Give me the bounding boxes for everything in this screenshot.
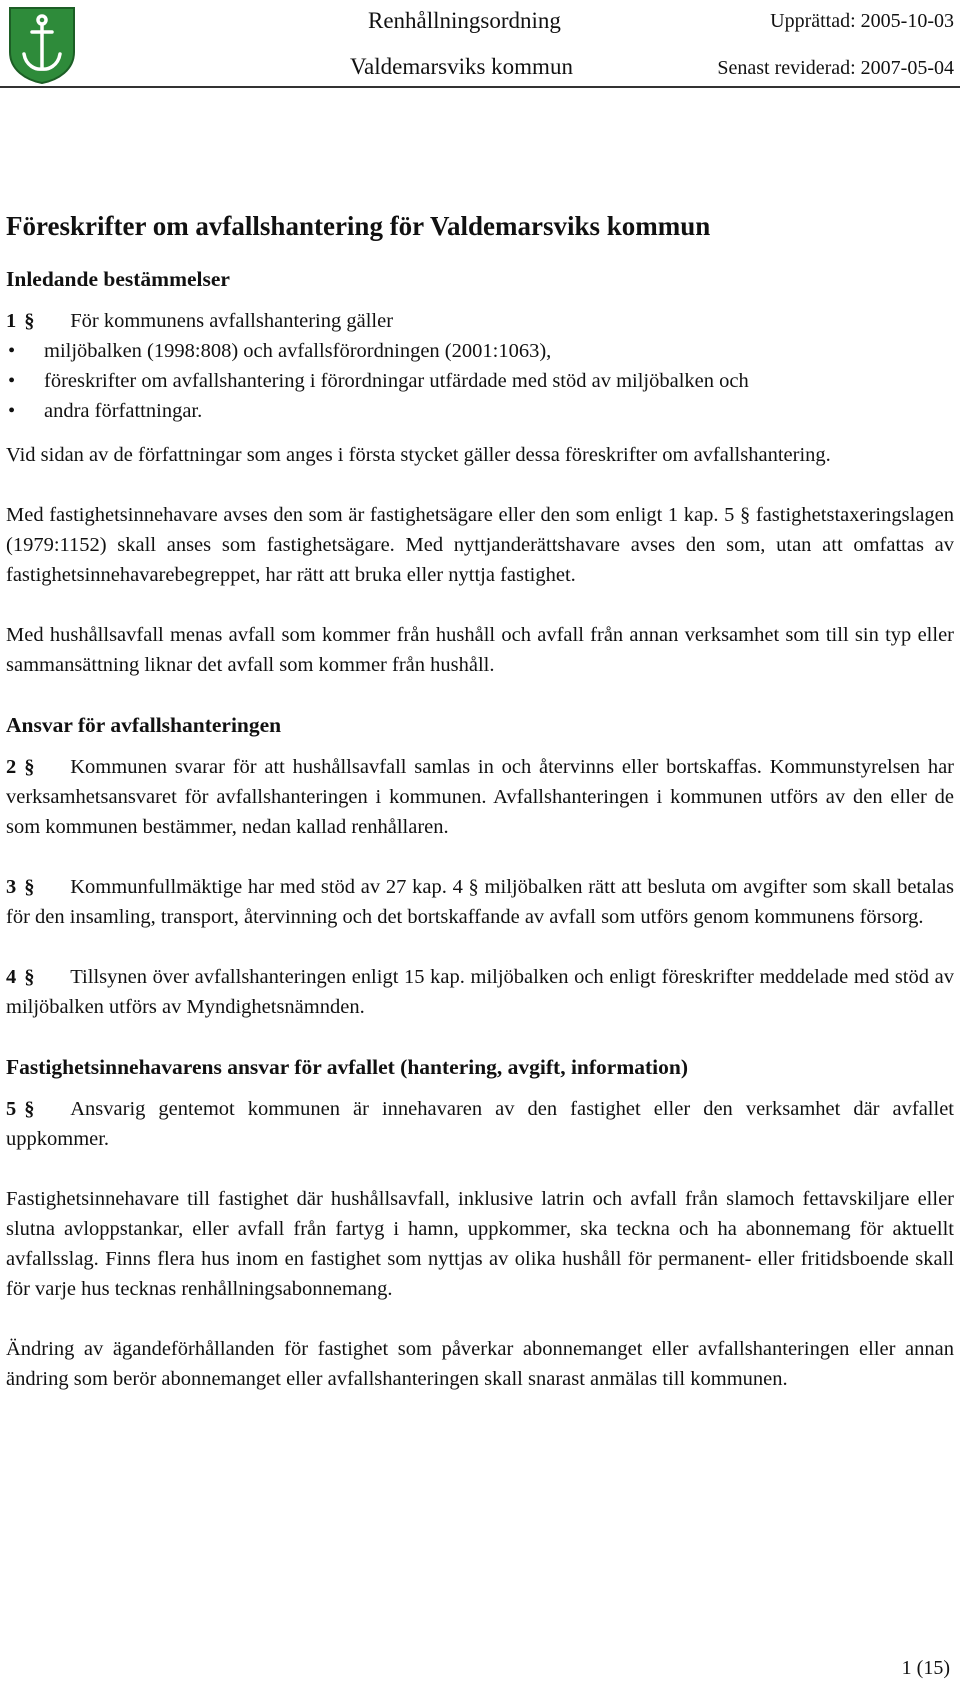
bullet-icon: •: [8, 340, 16, 362]
paragraph-text: Kommunfullmäktige har med stöd av 27 kap. 4 § miljöbalken rätt att besluta om avgifter som skall betalas för den insamling, transport, återvinning och det bortskaffande av avfall som utförs genom kommunens försorg.: [6, 876, 954, 928]
paragraph-number: 5: [6, 1098, 17, 1120]
paragraph-5: [6, 1094, 954, 1154]
section-heading-ansvar: Ansvar för avfallshanteringen: [6, 713, 282, 737]
list-item: • miljöbalken (1998:808) och avfallsförordningen (2001:1063),: [6, 336, 954, 366]
paragraph-1: [6, 306, 954, 336]
section-sign: §: [24, 876, 35, 898]
page-header: [0, 0, 960, 90]
paragraph-text: För kommunens avfallshantering gäller: [70, 310, 394, 332]
section-sign: §: [24, 310, 35, 332]
section-heading-inledande: Inledande bestämmelser: [6, 267, 230, 291]
paragraph-number: 1: [6, 310, 17, 332]
section-heading-fastighetsinnehavare: Fastighetsinnehavarens ansvar för avfallet (hantering, avgift, information): [6, 1055, 689, 1079]
paragraph-2: [6, 752, 954, 842]
list-item: • föreskrifter om avfallshantering i förordningar utfärdade med stöd av miljöbalken och: [6, 366, 954, 396]
section-sign: §: [24, 756, 35, 778]
body-paragraph: Vid sidan av de författningar som anges i första stycket gäller dessa föreskrifter om avfallshantering.: [6, 444, 831, 466]
paragraph-text: Kommunen svarar för att hushållsavfall samlas in och återvinns eller bortskaffas. Kommunstyrelsen har verksamhetsansvaret för avfallshanteringen i kommunen. Avfallshanteringen i kommunen utförs av den eller de som kommunen bestämmer, nedan kallad renhållaren.: [6, 756, 954, 838]
established-date: Upprättad: 2005-10-03: [770, 10, 954, 32]
body-paragraph: Med hushållsavfall menas avfall som kommer från hushåll och avfall från annan verksamhet som till sin typ eller sammansättning liknar det avfall som kommer från hushåll.: [6, 624, 954, 676]
municipality-name: Valdemarsviks kommun: [350, 54, 573, 79]
body-paragraph: Fastighetsinnehavare till fastighet där hushållsavfall, inklusive latrin och avfall från slamoch fettavskiljare eller slutna avloppstankar, eller avfall från fartyg i hamn, uppkommer, ska teckna och ha abonnemang för aktuellt avfallsslag. Finns flera hus inom en fastighet som nyttjas av olika hushåll för permanent- eller fritidsboende skall för varje hus tecknas renhållningsabonnemang.: [6, 1188, 954, 1300]
body-paragraph: Ändring av ägandeförhållanden för fastighet som påverkar abonnemanget eller avfallshanteringen eller annan ändring som berör abonnemanget eller avfallshanteringen skall snarast anmälas till kommunen.: [6, 1338, 954, 1390]
paragraph-text: Tillsynen över avfallshanteringen enligt 15 kap. miljöbalken och enligt föreskrifter meddelade med stöd av miljöbalken utförs av Myndighetsnämnden.: [6, 966, 954, 1018]
document-type: Renhållningsordning: [368, 8, 561, 33]
paragraph-number: 4: [6, 966, 17, 988]
section-sign: §: [24, 966, 35, 988]
bullet-list: [6, 336, 954, 426]
paragraph-number: 2: [6, 756, 17, 778]
paragraph-3: [6, 872, 954, 932]
paragraph-number: 3: [6, 876, 17, 898]
revised-date: Senast reviderad: 2007-05-04: [717, 57, 954, 79]
document-title: Föreskrifter om avfallshantering för Valdemarsviks kommun: [6, 211, 711, 241]
paragraph-4: [6, 962, 954, 1022]
anchor-shield-icon: [8, 6, 76, 84]
paragraph-text: Ansvarig gentemot kommunen är innehavaren av den fastighet eller den verksamhet där avfallet uppkommer.: [6, 1098, 954, 1150]
header-divider: [0, 86, 960, 88]
body-paragraph: Med fastighetsinnehavare avses den som är fastighetsägare eller den som enligt 1 kap. 5 § fastighetstaxeringslagen (1979:1152) skall anses som fastighetsägare. Med nyttjanderättshavare avses den som, utan att omfattas av fastighetsinnehavarebegreppet, har rätt att bruka eller nyttja fastighet.: [6, 504, 954, 586]
document-body: [6, 206, 954, 1394]
section-sign: §: [24, 1098, 35, 1120]
bullet-icon: •: [8, 370, 16, 392]
bullet-icon: •: [8, 400, 16, 422]
page-number: 1 (15): [901, 1657, 950, 1679]
list-item: • andra författningar.: [6, 396, 954, 426]
